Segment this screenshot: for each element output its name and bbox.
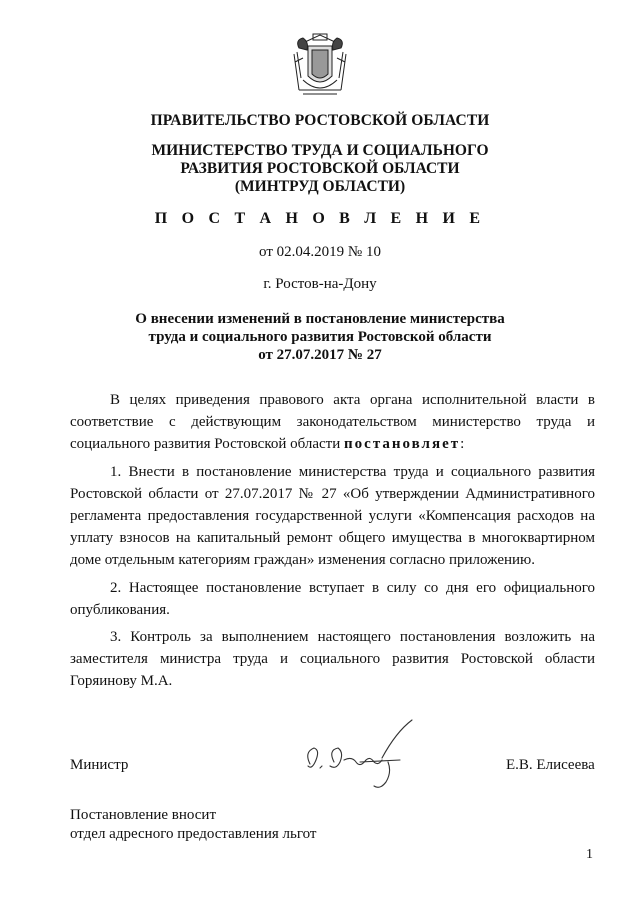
intro-suffix: : — [460, 436, 465, 453]
ministry-line: (МИНТРУД ОБЛАСТИ) — [234, 178, 406, 195]
footer-note — [70, 806, 316, 844]
signatory-name: Е.В. Елисеева — [506, 757, 595, 773]
ministry-line: МИНИСТЕРСТВО ТРУДА И СОЦИАЛЬНОГО — [151, 142, 489, 159]
document-date-number: от 02.04.2019 № 10 — [259, 244, 381, 260]
handwritten-signature — [300, 712, 420, 792]
page-number: 1 — [586, 847, 593, 862]
subject-line: труда и социального развития Ростовской области — [148, 329, 492, 345]
document-type: П О С Т А Н О В Л Е Н И Е — [154, 210, 486, 227]
subject-line: от 27.07.2017 № 27 — [258, 347, 382, 363]
document-city: г. Ростов-на-Дону — [263, 276, 377, 292]
item-2: 2. Настоящее постановление вступает в силу со дня его официального опубликования. — [70, 579, 595, 618]
ministry-name — [60, 142, 580, 196]
intro-text: В целях приведения правового акта органа исполнительной власти в соответствие с действующим законодательством министерство труда и социального развития Ростовской области — [70, 392, 595, 453]
signatory-position: Министр — [70, 757, 129, 773]
item-3: 3. Контроль за выполнением настоящего постановления возложить на заместителя министра труда и социального развития Ростовской области Горяинову М.А. — [70, 629, 595, 690]
document-body — [70, 389, 595, 698]
coat-of-arms-emblem — [291, 32, 349, 98]
ministry-line: РАЗВИТИЯ РОСТОВСКОЙ ОБЛАСТИ — [180, 160, 460, 177]
footer-line: Постановление вносит — [70, 807, 217, 823]
document-subject — [60, 310, 580, 364]
item-1: 1. Внести в постановление министерства труда и социального развития Ростовской области от 27.07.2017 № 27 «Об утверждении Административного регламента предоставления государственной услуги «Компенсация расходов на уплату взносов на капитальный ремонт общего имущества в многоквартирном доме отдельным категориям граждан» изменения согласно приложению. — [70, 463, 595, 569]
government-name: ПРАВИТЕЛЬСТВО РОСТОВСКОЙ ОБЛАСТИ — [150, 112, 490, 129]
subject-line: О внесении изменений в постановление министерства — [135, 311, 505, 327]
footer-line: отдел адресного предоставления льгот — [70, 826, 317, 842]
decree-keyword: постановляет — [344, 436, 461, 453]
intro-paragraph — [70, 389, 595, 456]
